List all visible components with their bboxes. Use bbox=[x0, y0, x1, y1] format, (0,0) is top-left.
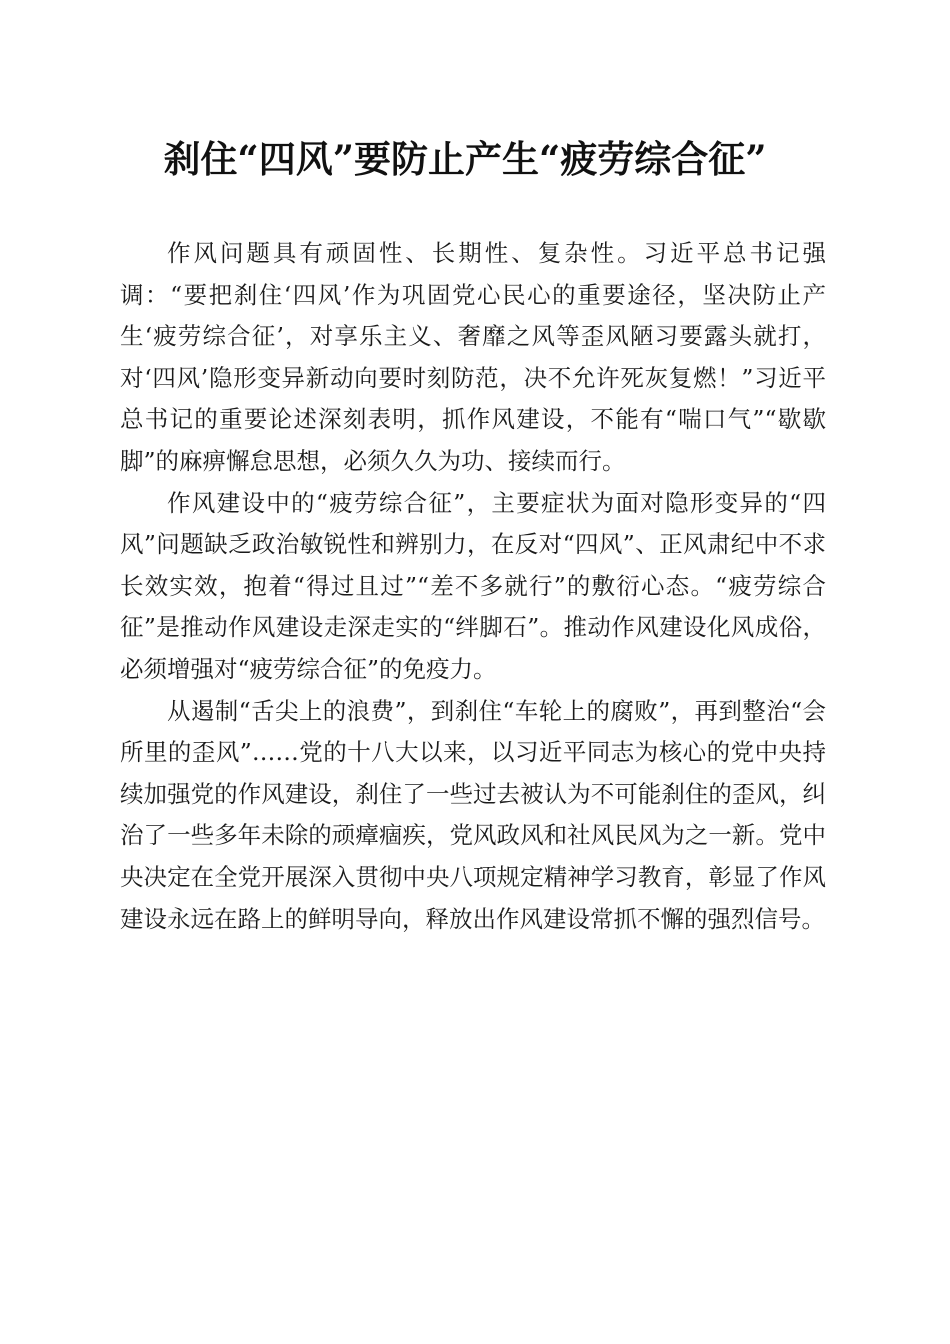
paragraph: 作风建设中的“疲劳综合征”，主要症状为面对隐形变异的“四风”问题缺乏政治敏锐性和辨别力，在反对“四风”、正风肃纪中不求长效实效，抱着“得过且过”“差不多就行”的敷衍心态。“疲劳综合征”是推动作风建设走深走实的“绊脚石”。推动作风建设化风成俗，必须增强对“疲劳综合征”的免疫力。 bbox=[120, 488, 826, 683]
paragraph: 作风问题具有顽固性、长期性、复杂性。习近平总书记强调：“要把刹住‘四风’作为巩固党心民心的重要途径，坚决防止产生‘疲劳综合征’，对享乐主义、奢靡之风等歪风陋习要露头就打，对‘四风’隐形变异新动向要时刻防范，决不允许死灰复燃！”习近平总书记的重要论述深刻表明，抓作风建设，不能有“喘口气”“歇歇脚”的麻痹懈怠思想，必须久久为功、接续而行。 bbox=[120, 239, 826, 475]
document-title: 刹住“四风”要防止产生“疲劳综合征” bbox=[163, 137, 767, 181]
paragraph: 从遏制“舌尖上的浪费”，到刹住“车轮上的腐败”，再到整治“会所里的歪风”……党的十八大以来，以习近平同志为核心的党中央持续加强党的作风建设，刹住了一些过去被认为不可能刹住的歪风，纠治了一些多年未除的顽瘴痼疾，党风政风和社风民风为之一新。党中央决定在全党开展深入贯彻中央八项规定精神学习教育，彰显了作风建设永远在路上的鲜明导向，释放出作风建设常抓不懈的强烈信号。 bbox=[120, 696, 826, 933]
document-body bbox=[120, 233, 826, 940]
